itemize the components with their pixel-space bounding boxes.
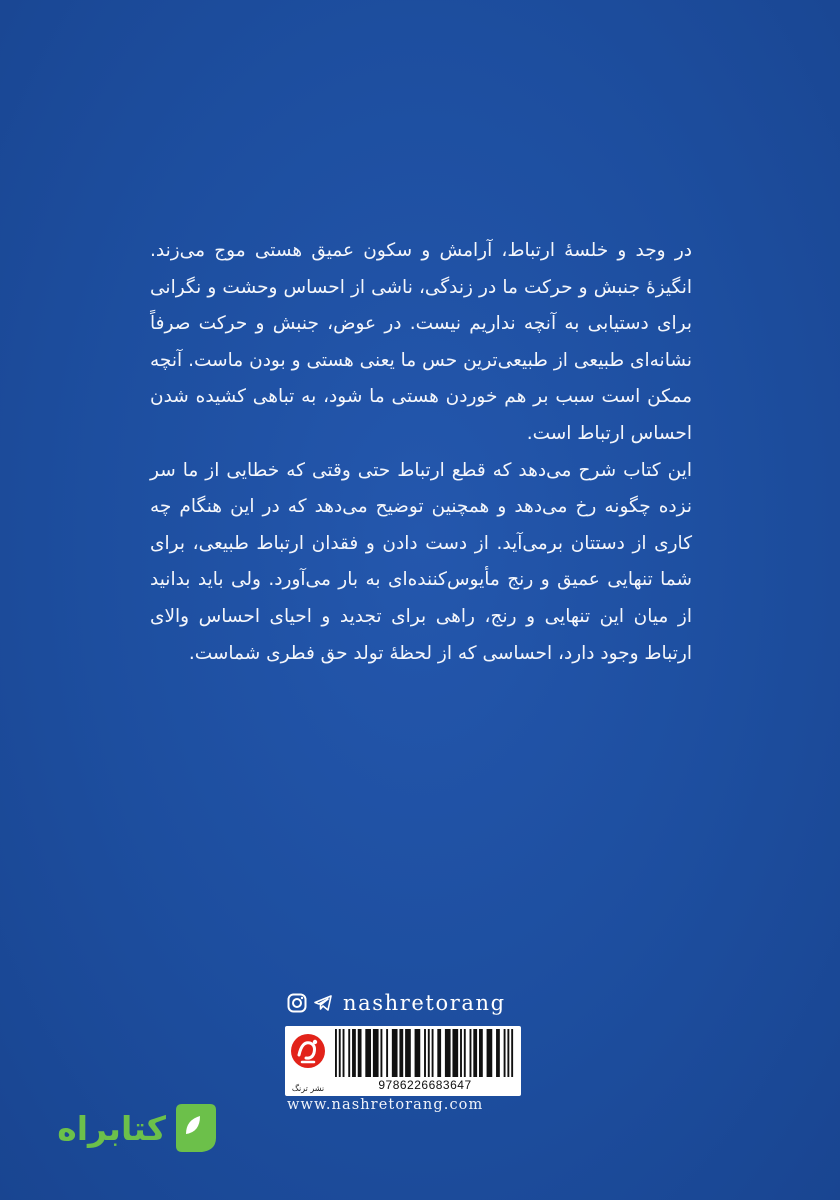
barcode-bar [352,1029,356,1077]
barcode-bar [460,1029,462,1077]
watermark-text: کتابراه [57,1109,166,1148]
barcode-bar [399,1029,403,1077]
barcode-bar [428,1029,430,1077]
leaf-book-icon [170,1100,222,1156]
barcode-bar [452,1029,458,1077]
publisher-logo [288,1031,328,1093]
blurb-paragraph-1: در وجد و خلسهٔ ارتباط، آرامش و سکون عمیق هستی موج می‌زند. انگیزهٔ جنبش و حرکت ما در زندگی، ناشی از احساس وحشت و نگرانی برای دستیابی به آنچه نداریم نیست. در عوض، جنبش و حرکت صرفاً نشانه‌ای طبیعی از طبیعی‌ترین حس ما یعنی هستی و بودن ماست. آنچه ممکن است سبب بر هم خوردن هستی ما شود، به تباهی کشیده شدن احساس ارتباط است. [150,240,692,444]
instagram-icon [287,993,307,1013]
barcode-bar [424,1029,426,1077]
blurb-paragraph-2: این کتاب شرح می‌دهد که قطع ارتباط حتی وقتی که خطایی از ما سر نزده چگونه رخ می‌دهد و همچنین توضیح می‌دهد که در این هنگام چه کاری از دستتان برمی‌آید. از دست دادن و فقدان ارتباط طبیعی، برای شما تنهایی عمیق و رنج مأیوس‌کننده‌ای به بار می‌آورد. ولی باید بدانید از میان این تنهایی و رنج، راهی برای تجدید و احیای احساس والای ارتباط وجود دارد، احساسی که از لحظهٔ تولد حق فطری شماست. [150,459,692,664]
blurb-text [150,233,692,672]
publisher-name: نشر ترنگ [291,1084,325,1093]
barcode-bar [405,1029,411,1077]
isbn-number: 9786226683647 [378,1078,472,1092]
barcode-bar [496,1029,500,1077]
barcode-bar [511,1029,513,1077]
barcode-bar [380,1029,382,1077]
barcode-bar [507,1029,509,1077]
barcode-bar [487,1029,493,1077]
barcode-bar [432,1029,434,1077]
barcode-bar [437,1029,441,1077]
barcode-bar [504,1029,506,1077]
barcode-bar [343,1029,345,1077]
barcode-bar [335,1029,337,1077]
barcode-bar [479,1029,483,1077]
barcode-bar [415,1029,421,1077]
social-handle-text: nashretorang [343,991,506,1015]
barcode-bar [473,1029,477,1077]
barcode-bar [470,1029,472,1077]
barcode-bar [348,1029,350,1077]
barcode-bar [386,1029,388,1077]
social-handle [287,990,506,1016]
barcode-bar [464,1029,466,1077]
barcode-panel [285,1026,521,1096]
barcode-bar [339,1029,341,1077]
barcode-bar [358,1029,362,1077]
publisher-website[interactable]: www.nashretorang.com [287,1097,484,1113]
barcode-bar [365,1029,371,1077]
telegram-icon [313,993,333,1013]
isbn-barcode [333,1029,517,1077]
barcode-bar [392,1029,398,1077]
barcode-bar [373,1029,379,1077]
ketabrah-watermark [36,1100,224,1160]
barcode-bar [445,1029,451,1077]
